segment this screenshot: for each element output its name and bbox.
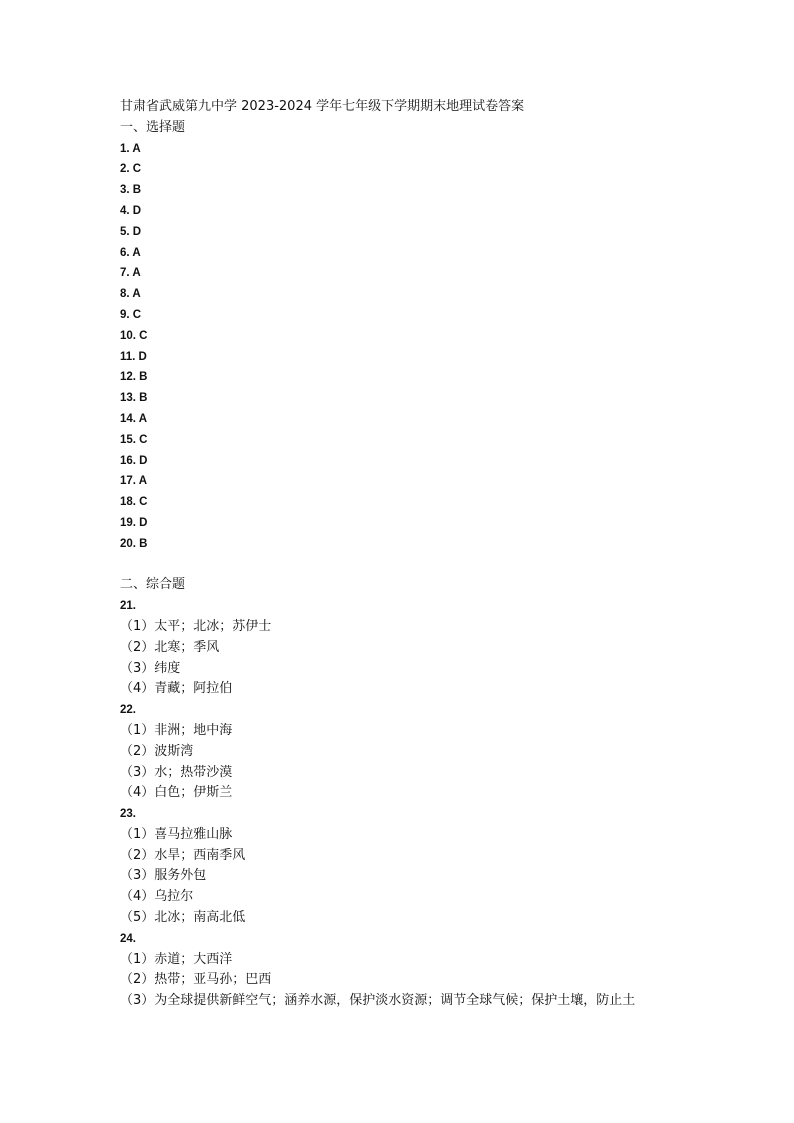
choice-answer-list xyxy=(120,139,740,555)
choice-answer: 17. A xyxy=(120,475,148,488)
choice-answer: 20. B xyxy=(120,537,148,550)
answer-item: （5）北冰；南高北低 xyxy=(120,910,246,926)
choice-answer: 8. A xyxy=(120,288,141,301)
answer-item: （2）北寒；季风 xyxy=(120,639,220,655)
answer-item: （2）水旱；西南季风 xyxy=(120,847,246,863)
choice-answer: 18. C xyxy=(120,496,148,509)
choice-answer: 3. B xyxy=(120,184,142,197)
choice-answer: 9. C xyxy=(120,308,142,321)
answer-item: （2）波斯湾 xyxy=(120,743,194,759)
choice-answer: 19. D xyxy=(120,516,148,529)
answer-document xyxy=(120,97,740,1012)
question-24 xyxy=(120,929,740,1012)
section-heading-choice: 一、选择题 xyxy=(120,119,186,135)
choice-answer: 16. D xyxy=(120,454,148,467)
choice-answer: 13. B xyxy=(120,392,148,405)
choice-answer: 5. D xyxy=(120,225,142,238)
choice-answer: 12. B xyxy=(120,371,148,384)
answer-item: （3）服务外包 xyxy=(120,868,207,884)
answer-item: （1）赤道；大西洋 xyxy=(120,951,233,967)
choice-answer: 7. A xyxy=(120,267,141,280)
answer-item: （1）太平；北冰；苏伊士 xyxy=(120,618,272,634)
answer-item: （1）喜马拉雅山脉 xyxy=(120,826,233,842)
section-spacer xyxy=(120,555,740,576)
answer-item: （3）为全球提供新鲜空气；涵养水源，保护淡水资源；调节全球气候；保护土壤，防止土 xyxy=(120,993,636,1009)
answer-item: （4）白色；伊斯兰 xyxy=(120,785,233,801)
answer-item: （4）青藏；阿拉伯 xyxy=(120,681,233,697)
choice-answer: 10. C xyxy=(120,329,148,342)
choice-answer: 15. C xyxy=(120,433,148,446)
choice-answer: 1. A xyxy=(120,142,141,155)
answer-item: （3）纬度 xyxy=(120,660,181,676)
section-heading-comprehensive: 二、综合题 xyxy=(120,577,186,593)
answer-item: （4）乌拉尔 xyxy=(120,889,194,905)
choice-answer: 6. A xyxy=(120,246,141,259)
question-number: 24. xyxy=(120,932,136,945)
choice-answer: 2. C xyxy=(120,163,142,176)
question-number: 21. xyxy=(120,600,136,613)
question-number: 23. xyxy=(120,808,136,821)
question-number: 22. xyxy=(120,704,136,717)
choice-answer: 11. D xyxy=(120,350,147,363)
answer-item: （3）水；热带沙漠 xyxy=(120,764,233,780)
choice-answer: 4. D xyxy=(120,204,142,217)
choice-answer: 14. A xyxy=(120,412,148,425)
document-title: 甘肃省武威第九中学 2023-2024 学年七年级下学期期末地理试卷答案 xyxy=(120,99,525,114)
question-23 xyxy=(120,804,740,929)
question-22 xyxy=(120,700,740,804)
answer-item: （2）热带；亚马孙；巴西 xyxy=(120,972,272,988)
answer-item: （1）非洲；地中海 xyxy=(120,722,233,738)
question-21 xyxy=(120,596,740,700)
